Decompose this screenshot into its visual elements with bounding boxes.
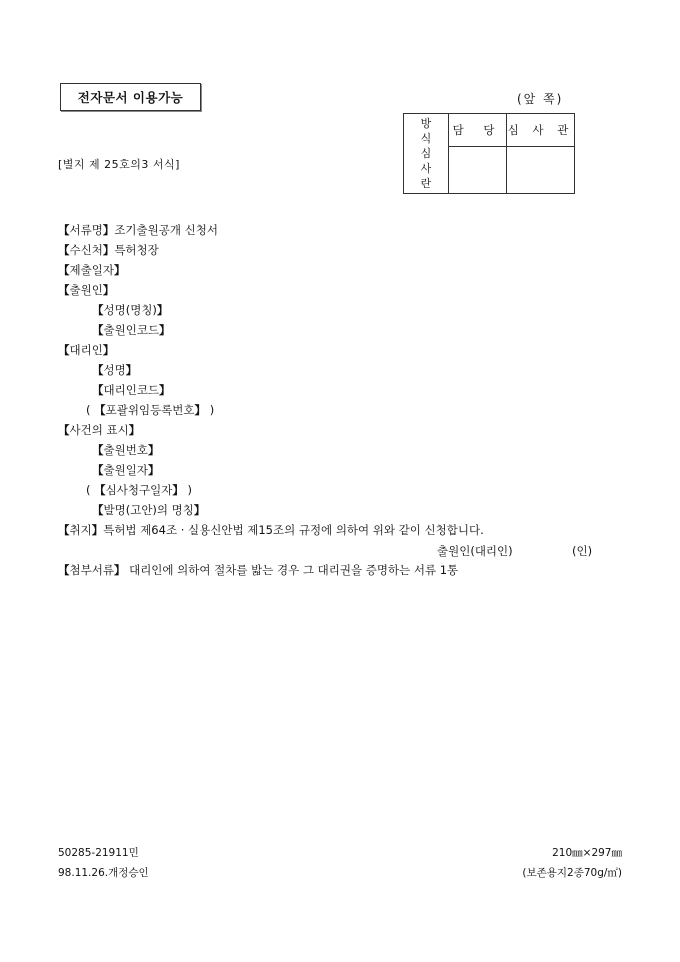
field-applicant: 【출원인】 xyxy=(58,283,115,297)
field-case-indication: 【사건의 표시】 xyxy=(58,423,141,437)
review-col-officer: 담 당 xyxy=(449,114,507,147)
field-agent-name: 【성명】 xyxy=(92,363,138,377)
field-recipient: 【수신처】특허청장 xyxy=(58,243,159,257)
field-document-name: 【서류명】조기출원공개 신청서 xyxy=(58,223,218,237)
field-purpose: 【취지】특허법 제64조 · 실용신안법 제15조의 규정에 의하여 위와 같이 신청합니다. xyxy=(58,523,484,537)
field-attachments: 【첨부서류】 대리인에 의하여 절차를 밟는 경우 그 대리권을 증명하는 서류 1통 xyxy=(58,563,459,577)
field-general-power-number: ( 【포괄위임등록번호】 ) xyxy=(86,403,215,417)
review-table xyxy=(403,113,575,194)
field-application-date: 【출원일자】 xyxy=(92,463,160,477)
field-submission-date: 【제출일자】 xyxy=(58,263,126,277)
officer-stamp-cell xyxy=(449,147,507,194)
electronic-document-badge xyxy=(60,83,201,111)
review-col-examiner: 심 사 관 xyxy=(507,114,575,147)
footer-paper-type: (보존용지2종70g/㎡) xyxy=(522,867,622,879)
field-agent-code: 【대리인코드】 xyxy=(92,383,171,397)
badge-text: 전자문서 이용가능 xyxy=(77,90,184,105)
footer-paper-size: 210㎜×297㎜ xyxy=(552,847,622,859)
applicant-signature-label: 출원인(대리인) xyxy=(437,544,513,558)
page-side-label: (앞 쪽) xyxy=(517,92,564,106)
field-invention-title: 【발명(고안)의 명칭】 xyxy=(92,503,206,517)
field-application-number: 【출원번호】 xyxy=(92,443,160,457)
footer-approval-date: 98.11.26.개정승인 xyxy=(58,867,149,879)
field-exam-request-date: ( 【심사청구일자】 ) xyxy=(86,483,192,497)
field-applicant-name: 【성명(명칭)】 xyxy=(92,303,169,317)
form-reference: [별지 제 25호의3 서식] xyxy=(58,158,180,171)
footer-form-code: 50285-21911민 xyxy=(58,847,139,859)
field-agent: 【대리인】 xyxy=(58,343,115,357)
review-label: 방 식 심 사 란 xyxy=(404,114,449,194)
seal-mark: (인) xyxy=(572,544,593,558)
examiner-stamp-cell xyxy=(507,147,575,194)
field-applicant-code: 【출원인코드】 xyxy=(92,323,171,337)
